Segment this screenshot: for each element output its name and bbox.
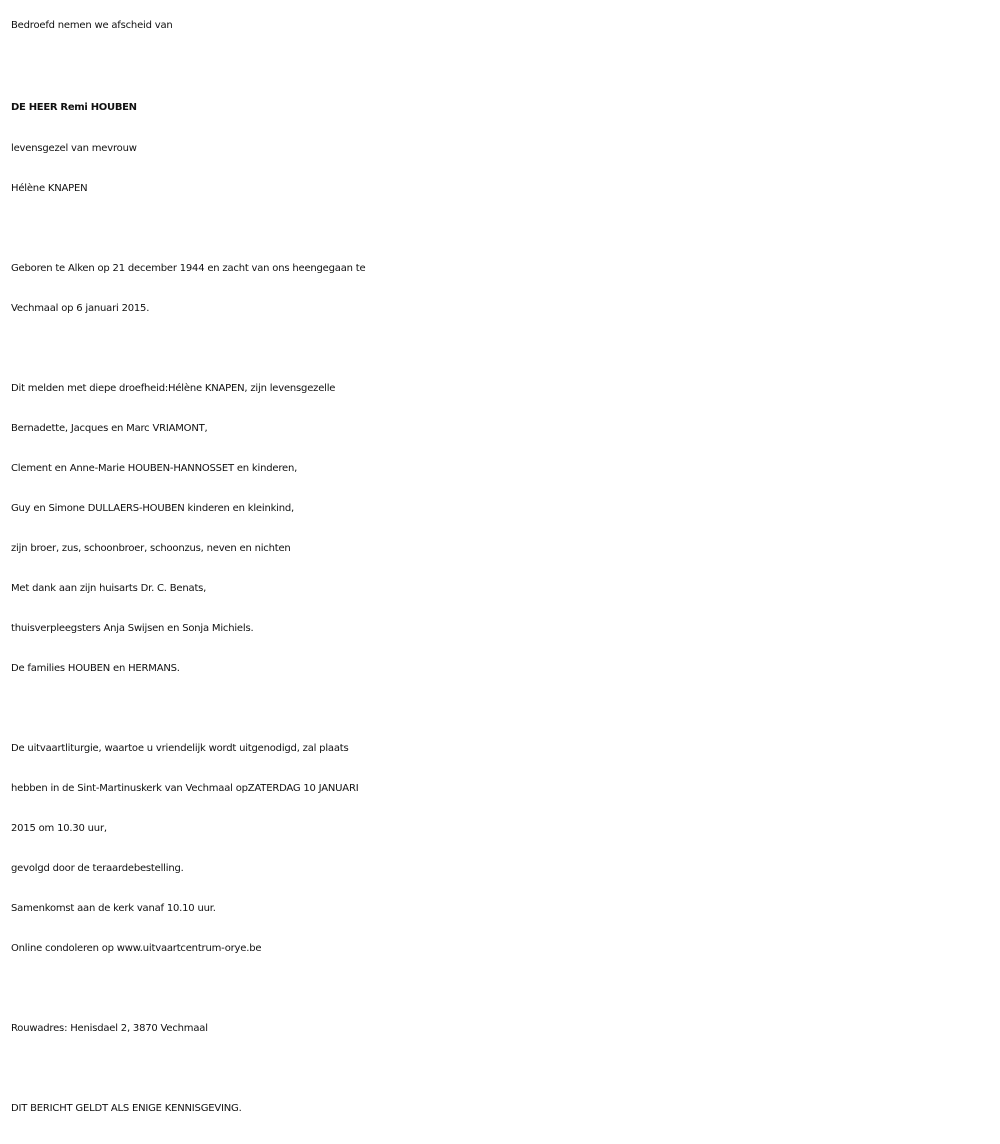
family-line: Met dank aan zijn huisarts Dr. C. Benats, bbox=[11, 583, 207, 594]
family-line: zijn broer, zus, schoonbroer, schoonzus, neven en nichten bbox=[11, 543, 291, 554]
ceremony-line: Online condoleren op www.uitvaartcentrum-orye.be bbox=[11, 943, 262, 954]
birth-line-2: Vechmaal op 6 januari 2015. bbox=[11, 303, 150, 314]
spacer bbox=[11, 209, 991, 249]
family-line: Bernadette, Jacques en Marc VRIAMONT, bbox=[11, 423, 208, 434]
death-notice bbox=[11, 6, 991, 1129]
family-line: Dit melden met diepe droefheid:Hélène KNAPEN, zijn levensgezelle bbox=[11, 383, 336, 394]
ceremony-line: 2015 om 10.30 uur, bbox=[11, 823, 107, 834]
intro-text: Bedroefd nemen we afscheid van bbox=[11, 20, 173, 31]
family-line: Clement en Anne-Marie HOUBEN-HANNOSSET en kinderen, bbox=[11, 463, 298, 474]
ceremony-line: hebben in de Sint-Martinuskerk van Vechmaal opZATERDAG 10 JANUARI bbox=[11, 783, 359, 794]
family-line: thuisverpleegsters Anja Swijsen en Sonja Michiels. bbox=[11, 623, 254, 634]
partner-line-2: Hélène KNAPEN bbox=[11, 183, 88, 194]
family-line: Guy en Simone DULLAERS-HOUBEN kinderen en kleinkind, bbox=[11, 503, 295, 514]
family-line: De families HOUBEN en HERMANS. bbox=[11, 663, 180, 674]
notice-text: DIT BERICHT GELDT ALS ENIGE KENNISGEVING. bbox=[11, 1103, 242, 1114]
ceremony-line: Samenkomst aan de kerk vanaf 10.10 uur. bbox=[11, 903, 216, 914]
birth-line-1: Geboren te Alken op 21 december 1944 en zacht van ons heengegaan te bbox=[11, 263, 366, 274]
partner-line-1: levensgezel van mevrouw bbox=[11, 143, 137, 154]
ceremony-line: gevolgd door de teraardebestelling. bbox=[11, 863, 184, 874]
spacer bbox=[11, 689, 991, 729]
spacer bbox=[11, 1049, 991, 1089]
spacer bbox=[11, 329, 991, 369]
mourning-address: Rouwadres: Henisdael 2, 3870 Vechmaal bbox=[11, 1023, 208, 1034]
ceremony-line: De uitvaartliturgie, waartoe u vriendelijk wordt uitgenodigd, zal plaats bbox=[11, 743, 349, 754]
deceased-name: DE HEER Remi HOUBEN bbox=[11, 102, 137, 113]
spacer bbox=[11, 969, 991, 1009]
